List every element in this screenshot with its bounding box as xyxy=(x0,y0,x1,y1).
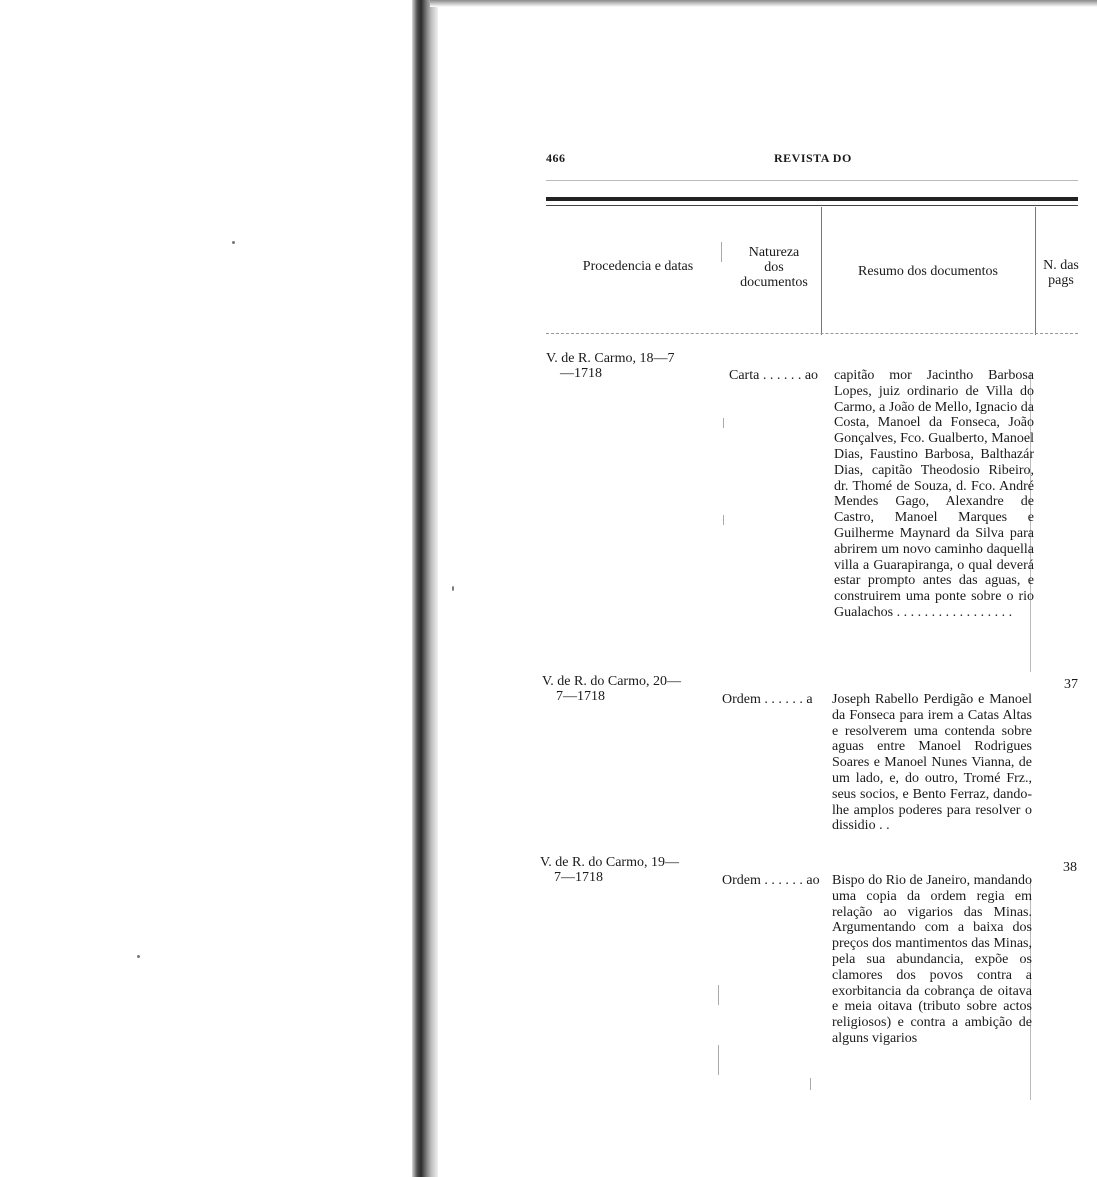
procedencia-line: V. de R. do Carmo, 19— xyxy=(540,855,679,870)
natureza-label: Ordem . . . . . . xyxy=(722,692,803,707)
col-natureza-line: Natureza xyxy=(748,245,800,260)
natureza-label: Ordem . . . . . . xyxy=(722,873,803,888)
resumo-prefix: ao xyxy=(806,873,820,888)
table-top-rule xyxy=(546,197,1078,201)
natureza-label: Carta . . . . . . xyxy=(729,368,802,383)
entry-natureza xyxy=(729,368,818,383)
col-paginas-line: N. das xyxy=(1043,258,1079,273)
col-paginas-line: pags xyxy=(1048,273,1074,288)
resumo-prefix: ao xyxy=(804,368,819,383)
scan-speck xyxy=(232,241,235,244)
header-underline xyxy=(546,180,1078,181)
col-divider-fragment xyxy=(810,1078,811,1090)
col-resumo: Resumo dos documentos xyxy=(858,264,998,279)
entry-resumo: Bispo do Rio de Janeiro, mandando uma copia da ordem regia em relação ao vigarios das Minas. Argumentando com a baixa dos preços dos mantimentos das Minas, pela sua abundancia, expõe os clamores dos povos contra a exorbitancia da cobrança de oitava e meia oitava (tributo sobre actos religiosos) e contra a ambição de alguns vigarios xyxy=(832,873,1032,1046)
col-divider-fragment xyxy=(723,515,724,525)
entry-natureza xyxy=(722,873,820,888)
page-top-edge xyxy=(430,0,1097,7)
page-number: 466 xyxy=(546,151,566,165)
col-natureza-line: documentos xyxy=(740,275,808,290)
entry-procedencia xyxy=(540,855,679,885)
entry-procedencia xyxy=(542,674,681,704)
col-divider xyxy=(1035,207,1036,335)
scan-speck xyxy=(137,955,140,958)
col-natureza-line: dos xyxy=(764,260,784,275)
entry-pages: 38 xyxy=(1063,860,1077,875)
running-title: REVISTA DO xyxy=(774,151,852,165)
col-divider-fragment xyxy=(718,985,719,1005)
header-bottom-rule xyxy=(546,333,1078,334)
procedencia-line: 7—1718 xyxy=(556,689,605,704)
entry-resumo: capitão mor Jacintho Barbosa Lopes, juiz ordinario de Villa do Carmo, a João de Mello, Ignacio da Costa, Manoel da Fonseca, João Gonçalves, Fco. Gualberto, Manoel Dias, Faustino Barbosa, Balthazár Dias, capitão Theodosio Ribeiro, dr. Thomé de Souza, d. Fco. André Mendes Gago, Alexandre de Castro, Manoel Marques e Guilherme Maynard da Silva para abrirem um novo caminho daquella villa a Guarapiranga, o qual deverá estar prompto antes das aguas, e construirem uma ponte sobre o rio Gualachos . . . . . . . . . . . . . . . . . xyxy=(834,368,1034,620)
col-divider xyxy=(821,207,822,335)
procedencia-line: 7—1718 xyxy=(554,870,603,885)
col-divider-fragment xyxy=(723,418,724,428)
col-divider-fragment xyxy=(721,242,722,262)
scan-speck xyxy=(452,586,454,591)
entry-pages: 37 xyxy=(1064,677,1078,692)
col-procedencia: Procedencia e datas xyxy=(582,259,694,274)
col-divider-fragment xyxy=(718,1045,719,1075)
procedencia-line: V. de R. do Carmo, 20— xyxy=(542,674,681,689)
resumo-prefix: a xyxy=(806,692,813,707)
book-spine xyxy=(412,0,438,1177)
table-top-rule-thin xyxy=(546,205,1078,206)
procedencia-line: —1718 xyxy=(560,366,602,381)
col-natureza xyxy=(728,245,820,290)
procedencia-line: V. de R. Carmo, 18—7 xyxy=(546,351,675,366)
entry-resumo: Joseph Rabello Perdigão e Manoel da Fonseca para irem a Catas Altas e resolverem uma contenda sobre aguas entre Manoel Rodrigues Soares e Manoel Nunes Vianna, de um lado, e, do outro, Tromé Frz., seus socios, e Bento Ferraz, dando-lhe amplos poderes para resolver o dissidio . . xyxy=(832,692,1032,834)
entry-natureza xyxy=(722,692,813,707)
col-paginas xyxy=(1036,258,1086,288)
entry-procedencia xyxy=(546,351,674,381)
